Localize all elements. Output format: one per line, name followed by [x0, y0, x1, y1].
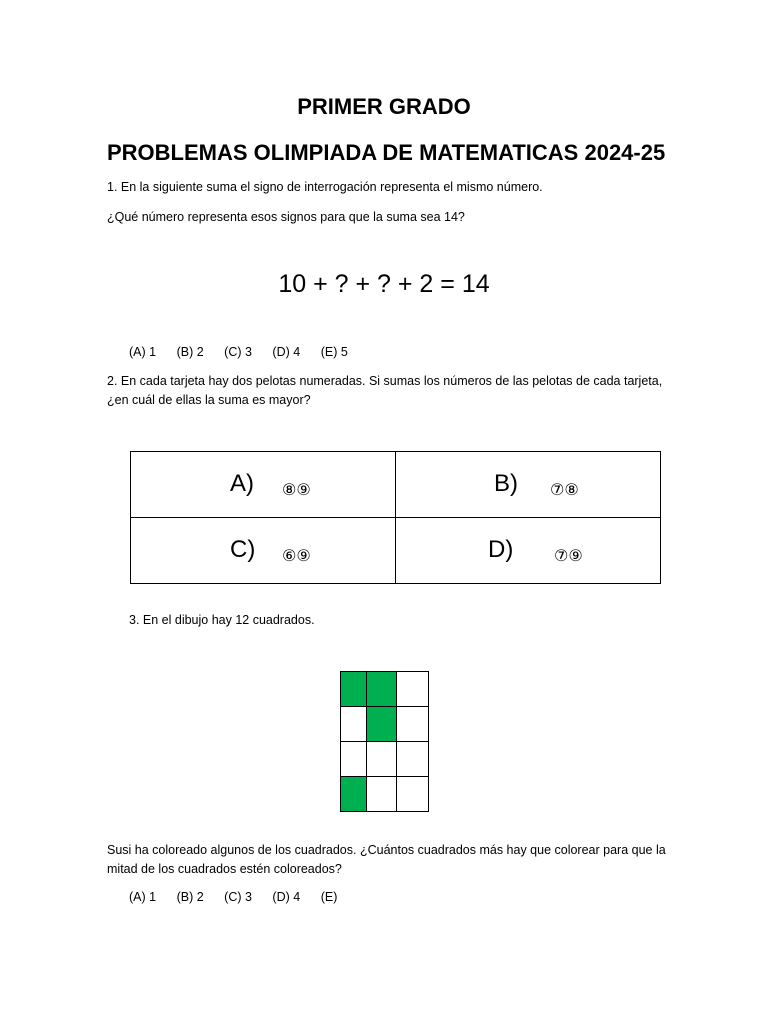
card-d-letter: D) [488, 536, 514, 563]
card-a-balls: ⑧⑨ [282, 480, 311, 499]
problem-1-question: ¿Qué número representa esos signos para que la suma sea 14? [107, 210, 465, 224]
card-b-letter: B) [494, 470, 518, 497]
problem-2-statement: 2. En cada tarjeta hay dos pelotas numeradas. Si sumas los números de las pelotas de cada tarjeta, [107, 374, 663, 388]
option-a: (A) 1 [129, 345, 157, 359]
blank-square [397, 672, 429, 707]
card-b-balls: ⑦⑧ [550, 480, 579, 499]
problem-3-statement: 3. En el dibujo hay 12 cuadrados. [129, 613, 315, 627]
blank-square [367, 742, 397, 777]
colored-square [341, 672, 367, 707]
card-c-balls: ⑥⑨ [282, 546, 311, 565]
card-a-letter: A) [230, 470, 254, 497]
option-d: (D) 4 [272, 890, 301, 904]
card-b [396, 452, 661, 518]
option-c: (C) 3 [224, 890, 252, 904]
card-a [131, 452, 396, 518]
grade-heading: PRIMER GRADO [297, 94, 471, 119]
blank-square [341, 742, 367, 777]
problem-3-question-line-2: mitad de los cuadrados estén coloreados? [107, 862, 342, 876]
problem-3-options [129, 890, 337, 904]
blank-square [341, 707, 367, 742]
problem-2-question: ¿en cuál de ellas la suma es mayor? [107, 393, 311, 407]
colored-square [367, 672, 397, 707]
problem-1-equation: 10 + ? + ? + 2 = 14 [278, 270, 490, 298]
option-b: (B) 2 [176, 890, 204, 904]
card-d-balls: ⑦⑨ [554, 546, 583, 565]
grid-row [341, 742, 429, 777]
option-c: (C) 3 [224, 345, 252, 359]
blank-square [397, 742, 429, 777]
problem-3-question-line-1: Susi ha coloreado algunos de los cuadrados. ¿Cuántos cuadrados más hay que colorear para que la [107, 843, 666, 857]
option-e: (E) [320, 890, 338, 904]
blank-square [397, 777, 429, 812]
option-a: (A) 1 [129, 890, 157, 904]
squares-grid [340, 671, 429, 812]
blank-square [367, 777, 397, 812]
grid-row [341, 707, 429, 742]
page-title: PROBLEMAS OLIMPIADA DE MATEMATICAS 2024-25 [107, 140, 666, 165]
option-e: (E) 5 [320, 345, 348, 359]
option-b: (B) 2 [176, 345, 204, 359]
card-c [131, 518, 396, 584]
problem-1-options [129, 345, 348, 359]
grid-row [341, 672, 429, 707]
colored-square [341, 777, 367, 812]
option-d: (D) 4 [272, 345, 301, 359]
colored-square [367, 707, 397, 742]
cards-table [130, 451, 661, 584]
card-c-letter: C) [230, 536, 256, 563]
problem-1-statement: 1. En la siguiente suma el signo de interrogación representa el mismo número. [107, 180, 543, 194]
blank-square [397, 707, 429, 742]
card-d [396, 518, 661, 584]
grid-row [341, 777, 429, 812]
